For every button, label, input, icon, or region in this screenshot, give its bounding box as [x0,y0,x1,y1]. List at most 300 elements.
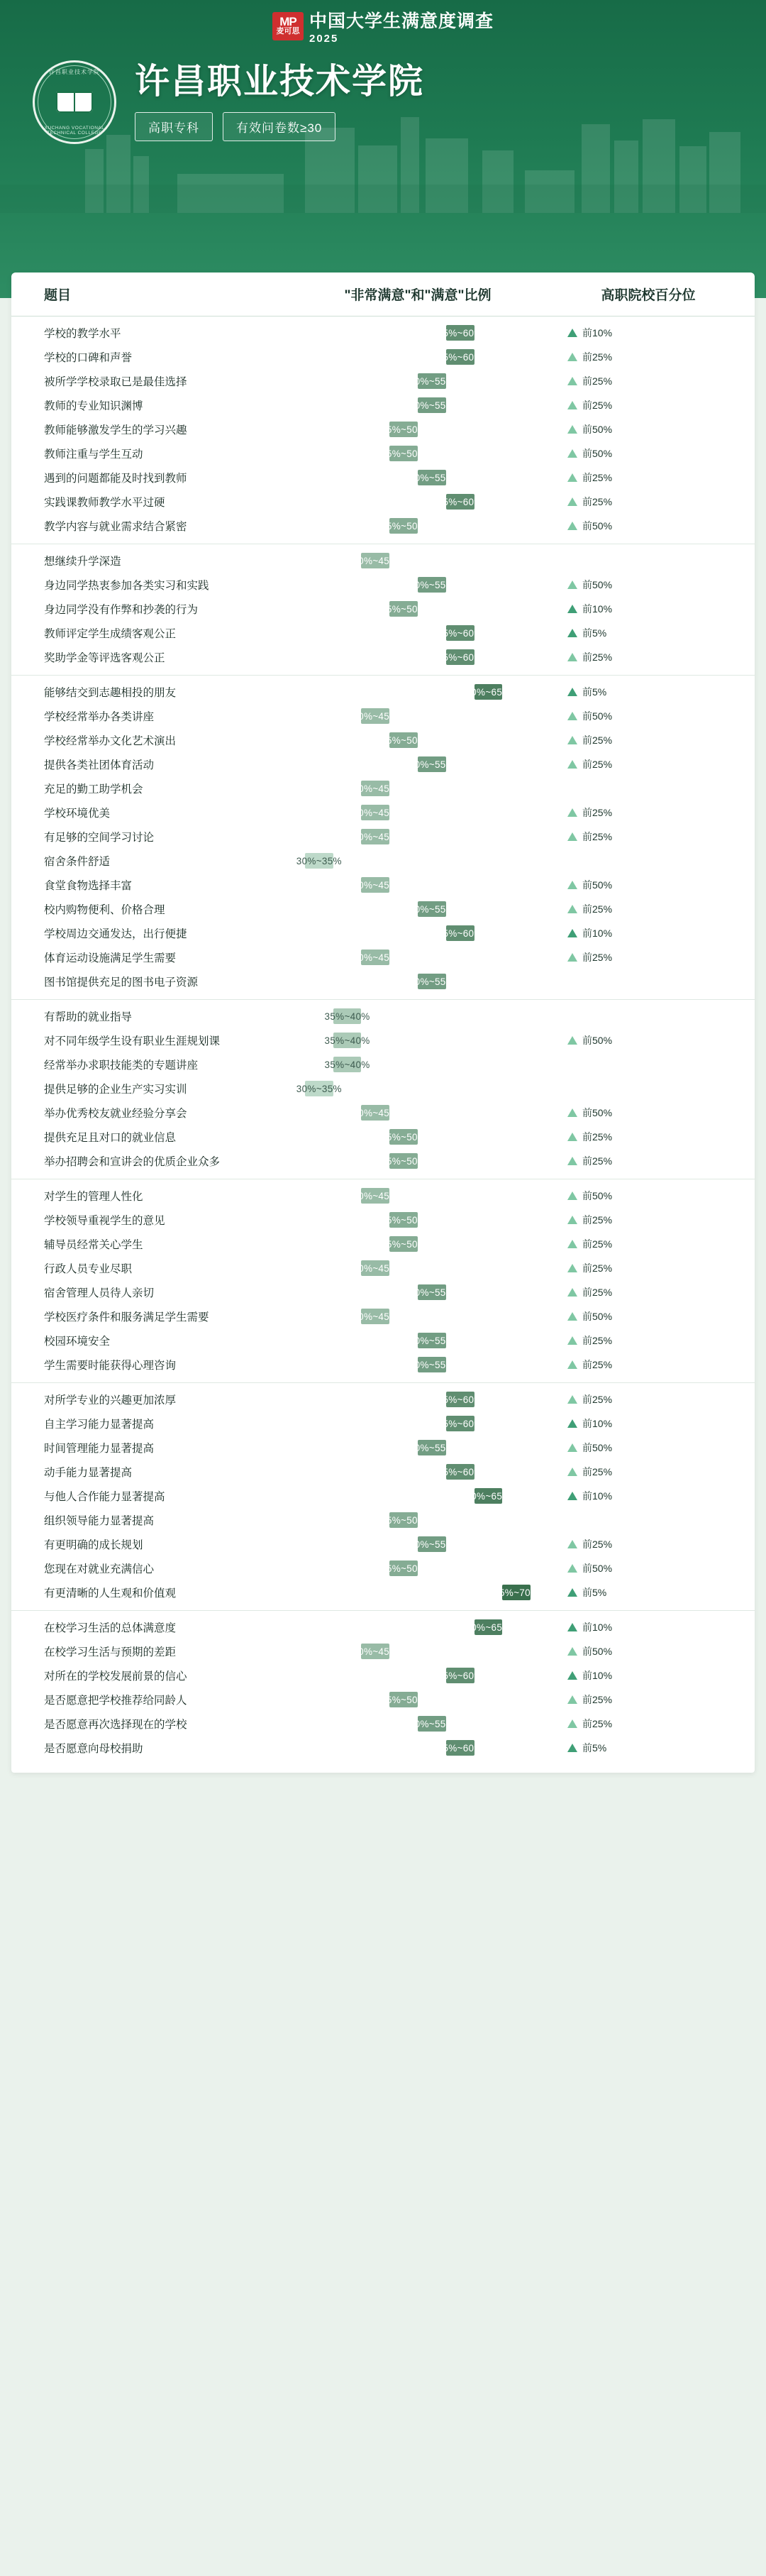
table-row [11,1149,755,1173]
ratio-bar: 50%~55% [418,974,446,989]
table-row [11,417,755,441]
percentile-cell [542,1237,755,1251]
ratio-bar-cell [294,417,542,441]
ratio-bar-cell [294,1411,542,1436]
ratio-bar: 65%~70% [502,1585,531,1600]
percentile-label: 前25% [582,1539,613,1550]
ratio-bar-cell [294,800,542,825]
ratio-bar-cell [294,1508,542,1532]
ratio-bar-cell [294,1353,542,1377]
ratio-bar: 40%~45% [361,829,389,844]
tag-sample-size: 有效问卷数≥30 [223,112,335,141]
ratio-bar: 40%~45% [361,1260,389,1276]
ratio-bar: 55%~60% [446,1740,474,1756]
table-row [11,1712,755,1736]
column-header-percentile: 高职院校百分位 [601,288,696,303]
percentile-cell [542,374,755,388]
question-label: 对不同年级学生设有职业生涯规划课 [44,1035,221,1047]
table-row [11,1077,755,1101]
table-row [11,752,755,776]
percentile-label: 前10% [582,603,613,615]
ratio-bar-cell [294,825,542,849]
triangle-marker-icon [567,522,577,530]
ratio-bar: 40%~45% [361,708,389,724]
question-label: 想继续升学深造 [44,556,121,568]
school-seal-logo [33,60,116,144]
percentile-label: 前10% [582,928,613,939]
question-label: 学校经常举办文化艺术演出 [44,735,177,747]
percentile-cell [542,602,755,616]
question-label: 提供充足且对口的就业信息 [44,1132,177,1144]
percentile-cell [542,830,755,844]
question-label: 教师注重与学生互动 [44,448,143,461]
ratio-bar: 45%~50% [389,446,418,461]
percentile-label: 前10% [582,1490,613,1502]
table-row [11,1411,755,1436]
triangle-marker-icon [567,808,577,817]
percentile-label: 前25% [582,807,613,818]
ratio-bar-cell [294,514,542,538]
school-name: 许昌职业技术学院 [135,62,425,101]
table-row [11,1615,755,1639]
percentile-cell [542,1084,755,1093]
percentile-label: 前10% [582,1622,613,1633]
ratio-bar: 30%~35% [305,1081,333,1096]
ratio-bar-cell [294,345,542,369]
percentile-cell [542,1012,755,1020]
column-header-item: 题目 [44,288,72,303]
percentile-cell [542,784,755,793]
percentile-label: 前25% [582,1718,613,1729]
ratio-bar: 50%~55% [418,1716,446,1732]
table-row [11,1184,755,1208]
percentile-label: 前25% [582,400,613,411]
ratio-bar-cell [294,573,542,597]
triangle-marker-icon [567,449,577,458]
percentile-cell [542,495,755,509]
ratio-bar-cell [294,1149,542,1173]
ratio-bar-cell [294,1639,542,1663]
triangle-marker-icon [567,1360,577,1369]
percentile-cell [542,1644,755,1658]
table-row [11,1387,755,1411]
table-row [11,621,755,645]
seal-bottom-text: XUCHANG VOCATIONAL TECHNICAL COLLEGE [44,126,105,136]
percentile-cell [542,470,755,485]
school-tags [135,112,424,141]
ratio-bar: 50%~55% [418,470,446,485]
ratio-bar-cell [294,1615,542,1639]
percentile-cell [542,685,755,699]
percentile-label: 前25% [582,952,613,963]
percentile-cell [542,398,755,412]
ratio-bar-cell [294,1125,542,1149]
table-row [11,1028,755,1052]
ratio-bar: 50%~55% [418,1440,446,1455]
question-label: 在校学习生活与预期的差距 [44,1646,177,1658]
ratio-bar-cell [294,1484,542,1508]
ratio-bar-cell [294,1712,542,1736]
percentile-label: 前25% [582,496,613,507]
ratio-bar-cell [294,369,542,393]
percentile-cell [542,1392,755,1407]
page-header [0,0,766,298]
seal-top-text: 许昌职业技术学院 [49,69,100,75]
question-group [11,1179,755,1383]
percentile-cell [542,1189,755,1203]
percentile-label: 前5% [582,1742,607,1754]
ratio-bar: 55%~60% [446,1464,474,1480]
percentile-cell [542,650,755,664]
ratio-bar: 45%~50% [389,422,418,437]
question-label: 食堂食物选择丰富 [44,880,133,892]
ratio-bar: 55%~60% [446,925,474,941]
percentile-label: 前50% [582,520,613,532]
table-row [11,1556,755,1580]
ratio-bar: 50%~55% [418,1357,446,1372]
ratio-bar: 50%~55% [418,1536,446,1552]
ratio-bar-cell [294,1280,542,1304]
school-title-row [0,45,766,144]
triangle-marker-icon [567,425,577,434]
question-label: 图书馆提供充足的图书电子资源 [44,976,199,989]
table-row [11,393,755,417]
triangle-marker-icon [567,1395,577,1404]
ratio-bar: 50%~55% [418,1284,446,1300]
percentile-label: 前25% [582,1262,613,1274]
question-label: 校内购物便利、价格合理 [44,904,165,916]
table-row [11,1256,755,1280]
ratio-bar-cell [294,645,542,669]
percentile-label: 前50% [582,424,613,435]
ratio-bar-cell [294,776,542,800]
table-row [11,573,755,597]
table-row [11,466,755,490]
percentile-cell [542,578,755,592]
question-label: 学校的口碑和声誉 [44,352,133,364]
ratio-bar-cell [294,1208,542,1232]
triangle-marker-icon [567,1744,577,1752]
triangle-marker-icon [567,1157,577,1165]
ratio-bar-cell [294,1077,542,1101]
brand-logo-name: 麦可思 [276,27,300,36]
question-label: 身边同学热衷参加各类实习和实践 [44,580,209,592]
ratio-bar-cell [294,597,542,621]
table-row [11,897,755,921]
question-label: 实践课教师教学水平过硬 [44,497,165,509]
percentile-label: 前25% [582,831,613,842]
percentile-cell [542,1561,755,1575]
percentile-cell [542,1060,755,1069]
triangle-marker-icon [567,1695,577,1704]
table-row [11,873,755,897]
question-label: 教师评定学生成绩客观公正 [44,628,177,640]
question-label: 提供各类社团体育活动 [44,759,155,771]
percentile-label: 前25% [582,1466,613,1477]
table-row [11,728,755,752]
question-label: 被所学学校录取已是最佳选择 [44,376,187,388]
ratio-bar-cell [294,1052,542,1077]
ratio-bar: 40%~45% [361,877,389,893]
question-label: 教师的专业知识渊博 [44,400,143,412]
triangle-marker-icon [567,1060,577,1069]
question-label: 遇到的问题都能及时找到教师 [44,473,187,485]
question-label: 是否愿意把学校推荐给同龄人 [44,1695,187,1707]
ratio-bar: 55%~60% [446,1392,474,1407]
brand-title-block [309,7,494,45]
triangle-marker-icon [567,353,577,361]
ratio-bar: 55%~60% [446,1668,474,1683]
table-row [11,490,755,514]
triangle-marker-icon [567,329,577,337]
percentile-cell [542,1358,755,1372]
triangle-marker-icon [567,929,577,937]
triangle-marker-icon [567,1623,577,1631]
ratio-bar: 45%~50% [389,518,418,534]
ratio-bar-cell [294,393,542,417]
question-group [11,544,755,676]
percentile-label: 前25% [582,734,613,746]
ratio-bar-cell [294,680,542,704]
question-label: 对学生的管理人性化 [44,1191,143,1203]
triangle-marker-icon [567,1419,577,1428]
question-label: 学校医疗条件和服务满足学生需要 [44,1311,209,1323]
percentile-cell [542,422,755,436]
ratio-bar: 45%~50% [389,1153,418,1169]
question-label: 对所学专业的兴趣更加浓厚 [44,1394,177,1407]
table-row [11,969,755,993]
table-row [11,1688,755,1712]
ratio-bar: 45%~50% [389,1512,418,1528]
triangle-marker-icon [567,377,577,385]
question-label: 时间管理能力显著提高 [44,1443,155,1455]
table-row [11,849,755,873]
question-group [11,317,755,544]
percentile-label: 前25% [582,1394,613,1405]
percentile-label: 前50% [582,448,613,459]
question-label: 宿舍条件舒适 [44,856,111,868]
table-row [11,321,755,345]
question-group [11,1383,755,1611]
triangle-marker-icon [567,1133,577,1141]
triangle-marker-icon [567,1443,577,1452]
question-label: 举办优秀校友就业经验分享会 [44,1108,187,1120]
question-group [11,1611,755,1766]
question-label: 学校环境优美 [44,808,111,820]
question-label: 体育运动设施满足学生需要 [44,952,177,964]
ratio-bar: 45%~50% [389,601,418,617]
percentile-label: 前50% [582,1190,613,1201]
question-label: 学校领导重视学生的意见 [44,1215,165,1227]
percentile-cell [542,950,755,964]
ratio-bar-cell [294,549,542,573]
percentile-cell [542,1692,755,1707]
percentile-label: 前25% [582,1359,613,1370]
ratio-bar: 45%~50% [389,1561,418,1576]
table-row [11,1663,755,1688]
table-row [11,1484,755,1508]
percentile-cell [542,1130,755,1144]
percentile-cell [542,926,755,940]
percentile-label: 前25% [582,1694,613,1705]
ratio-bar: 50%~55% [418,373,446,389]
triangle-marker-icon [567,556,577,565]
ratio-bar: 40%~45% [361,1309,389,1324]
triangle-marker-icon [567,497,577,506]
percentile-label: 前50% [582,1311,613,1322]
percentile-cell [542,626,755,640]
ratio-bar: 45%~50% [389,1129,418,1145]
triangle-marker-icon [567,1084,577,1093]
question-label: 举办招聘会和宣讲会的优质企业众多 [44,1156,221,1168]
percentile-label: 前25% [582,1238,613,1250]
ratio-bar: 55%~60% [446,325,474,341]
triangle-marker-icon [567,1516,577,1524]
question-label: 自主学习能力显著提高 [44,1419,155,1431]
ratio-bar-cell [294,969,542,993]
percentile-cell [542,350,755,364]
ratio-bar: 60%~65% [474,1488,503,1504]
triangle-marker-icon [567,881,577,889]
triangle-marker-icon [567,736,577,744]
ratio-bar-cell [294,849,542,873]
table-row [11,1353,755,1377]
brand-year: 2025 [309,33,339,45]
ratio-bar-cell [294,945,542,969]
column-header-ratio: "非常满意"和"满意"比例 [344,288,492,303]
triangle-marker-icon [567,1336,577,1345]
question-group [11,1000,755,1179]
ratio-bar-cell [294,490,542,514]
ratio-bar: 45%~50% [389,1692,418,1707]
percentile-label: 前50% [582,1646,613,1657]
triangle-marker-icon [567,1312,577,1321]
percentile-cell [542,709,755,723]
percentile-label: 前50% [582,1035,613,1046]
percentile-cell [542,446,755,461]
question-label: 教学内容与就业需求结合紧密 [44,521,187,533]
table-body [11,317,755,1766]
triangle-marker-icon [567,1216,577,1224]
table-row [11,1639,755,1663]
table-row [11,441,755,466]
triangle-marker-icon [567,1240,577,1248]
question-label: 对所在的学校发展前景的信心 [44,1670,187,1683]
percentile-label: 前25% [582,1287,613,1298]
percentile-label: 前50% [582,579,613,590]
triangle-marker-icon [567,473,577,482]
percentile-cell [542,757,755,771]
percentile-label: 前50% [582,1107,613,1118]
ratio-bar-cell [294,1663,542,1688]
ratio-bar: 40%~45% [361,1105,389,1121]
question-label: 行政人员专业尽职 [44,1263,133,1275]
percentile-cell [542,1333,755,1348]
ratio-bar-cell [294,873,542,897]
percentile-cell [542,1441,755,1455]
percentile-cell [542,1717,755,1731]
ratio-bar: 40%~45% [361,781,389,796]
percentile-label: 前25% [582,1335,613,1346]
ratio-bar: 50%~55% [418,756,446,772]
percentile-label: 前25% [582,903,613,915]
triangle-marker-icon [567,832,577,841]
ratio-bar-cell [294,1184,542,1208]
question-label: 教师能够激发学生的学习兴趣 [44,424,187,436]
percentile-label: 前25% [582,375,613,387]
triangle-marker-icon [567,1036,577,1045]
percentile-label: 前10% [582,327,613,338]
ratio-bar-cell [294,1328,542,1353]
triangle-marker-icon [567,1671,577,1680]
ratio-bar-cell [294,897,542,921]
table-row [11,549,755,573]
ratio-bar: 50%~55% [418,397,446,413]
question-label: 动手能力显著提高 [44,1467,133,1479]
question-label: 有帮助的就业指导 [44,1011,133,1023]
triangle-marker-icon [567,1564,577,1573]
ratio-bar-cell [294,1004,542,1028]
percentile-label: 前25% [582,759,613,770]
ratio-bar-cell [294,921,542,945]
triangle-marker-icon [567,1108,577,1117]
percentile-cell [542,1416,755,1431]
ratio-bar: 55%~60% [446,649,474,665]
ratio-bar: 40%~45% [361,1188,389,1204]
triangle-marker-icon [567,1012,577,1020]
ratio-bar: 55%~60% [446,625,474,641]
triangle-marker-icon [567,688,577,696]
percentile-cell [542,1465,755,1479]
table-row [11,1304,755,1328]
percentile-cell [542,1033,755,1047]
percentile-label: 前50% [582,1442,613,1453]
percentile-label: 前25% [582,351,613,363]
school-seal-inner [38,65,111,139]
brand-title: 中国大学生满意度调查 [309,11,494,31]
triangle-marker-icon [567,953,577,962]
ratio-bar-cell [294,1580,542,1605]
question-label: 与他人合作能力显著提高 [44,1491,165,1503]
ratio-bar-cell [294,1688,542,1712]
question-label: 能够结交到志趣相投的朋友 [44,687,177,699]
table-row [11,645,755,669]
percentile-label: 前50% [582,1563,613,1574]
table-row [11,1436,755,1460]
table-row [11,1208,755,1232]
satisfaction-table-card [11,273,755,1773]
percentile-cell [542,1537,755,1551]
table-row [11,921,755,945]
ratio-bar: 45%~50% [389,732,418,748]
percentile-cell [542,1285,755,1299]
table-row [11,369,755,393]
percentile-cell [542,902,755,916]
ratio-bar: 40%~45% [361,1644,389,1659]
percentile-label: 前5% [582,627,607,639]
brand-logo-initials: MP [279,15,296,29]
percentile-cell [542,519,755,533]
percentile-cell [542,1516,755,1524]
percentile-label: 前5% [582,686,607,698]
ratio-bar-cell [294,1256,542,1280]
ratio-bar-cell [294,621,542,645]
question-label: 身边同学没有作弊和抄袭的行为 [44,604,199,616]
table-row [11,345,755,369]
table-row [11,680,755,704]
ratio-bar: 30%~35% [305,853,333,869]
table-row [11,1280,755,1304]
